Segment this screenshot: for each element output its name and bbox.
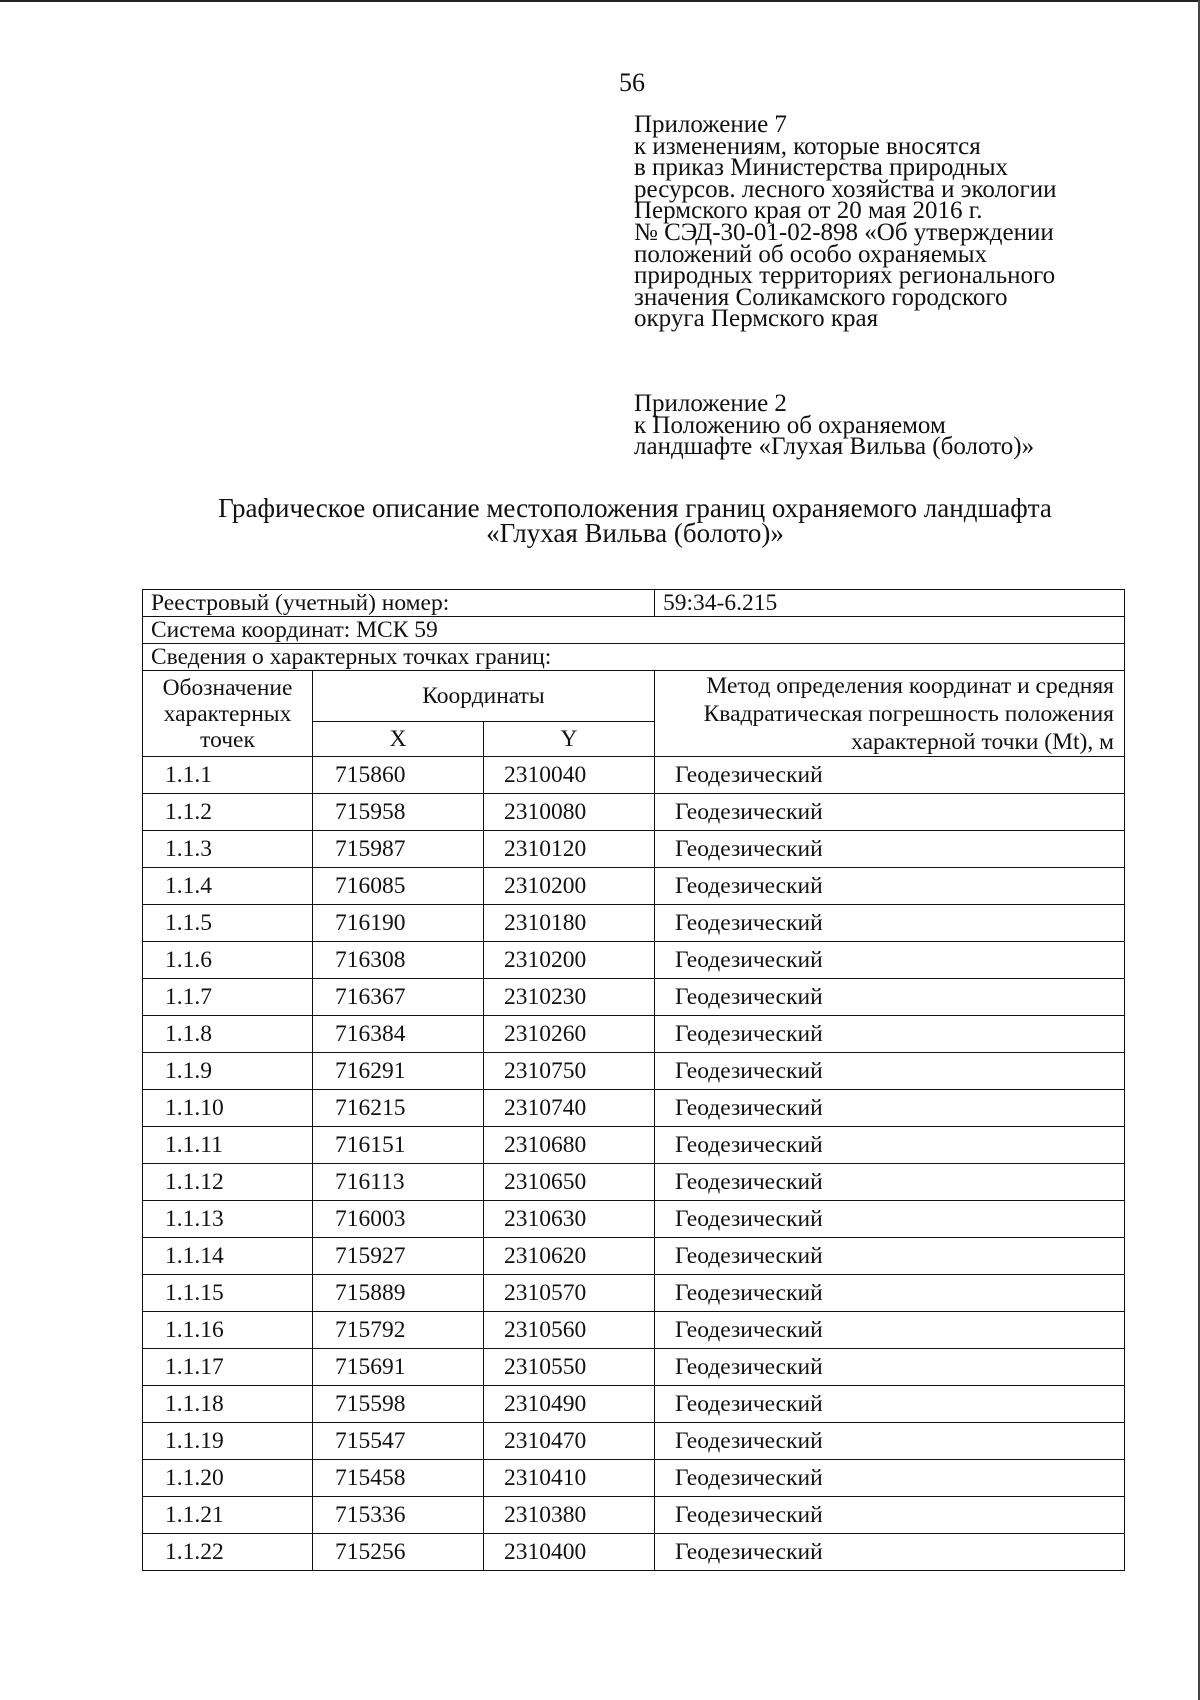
method-cell: Геодезический <box>655 1164 1125 1201</box>
point-id-cell: 1.1.14 <box>143 1238 313 1275</box>
table-row <box>143 1053 1125 1090</box>
table-row <box>143 1497 1125 1534</box>
x-coordinate-cell: 715598 <box>313 1386 484 1423</box>
point-id-cell: 1.1.19 <box>143 1423 313 1460</box>
method-cell: Геодезический <box>655 868 1125 905</box>
header-designation: Обозначение характерных точек <box>143 671 313 757</box>
table-row <box>143 1090 1125 1127</box>
point-id-cell: 1.1.2 <box>143 794 313 831</box>
points-info-row <box>143 644 1125 671</box>
table-row <box>143 1534 1125 1571</box>
method-cell: Геодезический <box>655 1423 1125 1460</box>
registry-row <box>143 590 1125 617</box>
x-coordinate-cell: 715547 <box>313 1423 484 1460</box>
appendix-7-line: ресурсов. лесного хозяйства и экологии <box>634 175 1057 203</box>
x-coordinate-cell: 716215 <box>313 1090 484 1127</box>
point-id-cell: 1.1.6 <box>143 942 313 979</box>
x-coordinate-cell: 715987 <box>313 831 484 868</box>
method-cell: Геодезический <box>655 979 1125 1016</box>
page-number: 56 <box>619 68 645 97</box>
point-id-cell: 1.1.20 <box>143 1460 313 1497</box>
registry-value: 59:34-6.215 <box>655 590 1125 617</box>
y-coordinate-cell: 2310560 <box>484 1312 655 1349</box>
point-id-cell: 1.1.21 <box>143 1497 313 1534</box>
x-coordinate-cell: 715458 <box>313 1460 484 1497</box>
appendix-7-line: № СЭД-30-01-02-898 «Об утверждении <box>634 218 1054 246</box>
y-coordinate-cell: 2310400 <box>484 1534 655 1571</box>
x-coordinate-cell: 715889 <box>313 1275 484 1312</box>
header-method: Метод определения координат и средняя Квадратическая погрешность положения характерной точки (Mt), м <box>655 671 1125 757</box>
method-cell: Геодезический <box>655 1201 1125 1238</box>
x-coordinate-cell: 715691 <box>313 1349 484 1386</box>
appendix-2-line: ландшафте «Глухая Вильва (болото)» <box>634 433 1035 461</box>
table-row <box>143 1016 1125 1053</box>
y-coordinate-cell: 2310630 <box>484 1201 655 1238</box>
y-coordinate-cell: 2310740 <box>484 1090 655 1127</box>
method-cell: Геодезический <box>655 1275 1125 1312</box>
table-row <box>143 1349 1125 1386</box>
y-coordinate-cell: 2310200 <box>484 942 655 979</box>
y-coordinate-cell: 2310080 <box>484 794 655 831</box>
method-cell: Геодезический <box>655 1016 1125 1053</box>
point-id-cell: 1.1.10 <box>143 1090 313 1127</box>
x-coordinate-cell: 716367 <box>313 979 484 1016</box>
x-coordinate-cell: 716384 <box>313 1016 484 1053</box>
header-x: X <box>313 722 484 757</box>
header-y: Y <box>484 722 655 757</box>
table-row <box>143 1423 1125 1460</box>
registry-label: Реестровый (учетный) номер: <box>143 590 655 617</box>
table-row <box>143 1238 1125 1275</box>
point-id-cell: 1.1.5 <box>143 905 313 942</box>
table-row <box>143 868 1125 905</box>
y-coordinate-cell: 2310570 <box>484 1275 655 1312</box>
appendix-7-line: природных территориях регионального <box>634 262 1056 290</box>
method-cell: Геодезический <box>655 1238 1125 1275</box>
x-coordinate-cell: 715792 <box>313 1312 484 1349</box>
method-cell: Геодезический <box>655 1090 1125 1127</box>
point-id-cell: 1.1.9 <box>143 1053 313 1090</box>
point-id-cell: 1.1.13 <box>143 1201 313 1238</box>
appendix-7-line: Приложение 7 <box>634 111 787 138</box>
y-coordinate-cell: 2310230 <box>484 979 655 1016</box>
y-coordinate-cell: 2310200 <box>484 868 655 905</box>
method-cell: Геодезический <box>655 794 1125 831</box>
x-coordinate-cell: 716003 <box>313 1201 484 1238</box>
point-id-cell: 1.1.11 <box>143 1127 313 1164</box>
table-row <box>143 942 1125 979</box>
table-row <box>143 1127 1125 1164</box>
scan-edge-top <box>0 0 1200 2</box>
y-coordinate-cell: 2310040 <box>484 757 655 794</box>
appendix-7-line: в приказ Министерства природных <box>634 154 1009 182</box>
appendix-7-block <box>634 111 1057 333</box>
x-coordinate-cell: 716151 <box>313 1127 484 1164</box>
point-id-cell: 1.1.17 <box>143 1349 313 1386</box>
document-title <box>0 493 1200 548</box>
header-coordinates: Координаты <box>313 671 655 722</box>
document-title-line-2: «Глухая Вильва (болото)» <box>486 518 784 548</box>
appendix-2-line: к Положению об охраняемом <box>634 411 946 439</box>
point-id-cell: 1.1.15 <box>143 1275 313 1312</box>
method-cell: Геодезический <box>655 1534 1125 1571</box>
table-row <box>143 1312 1125 1349</box>
y-coordinate-cell: 2310550 <box>484 1349 655 1386</box>
point-id-cell: 1.1.4 <box>143 868 313 905</box>
point-id-cell: 1.1.16 <box>143 1312 313 1349</box>
coord-system-row <box>143 617 1125 644</box>
method-cell: Геодезический <box>655 1312 1125 1349</box>
document-title-line-1: Графическое описание местоположения границ охраняемого ландшафта <box>218 493 1052 523</box>
y-coordinate-cell: 2310490 <box>484 1386 655 1423</box>
appendix-7-line: округа Пермского края <box>634 305 879 333</box>
points-info: Сведения о характерных точках границ: <box>143 644 1125 671</box>
method-cell: Геодезический <box>655 1349 1125 1386</box>
method-cell: Геодезический <box>655 831 1125 868</box>
point-id-cell: 1.1.8 <box>143 1016 313 1053</box>
x-coordinate-cell: 716113 <box>313 1164 484 1201</box>
x-coordinate-cell: 715958 <box>313 794 484 831</box>
y-coordinate-cell: 2310410 <box>484 1460 655 1497</box>
x-coordinate-cell: 716085 <box>313 868 484 905</box>
y-coordinate-cell: 2310380 <box>484 1497 655 1534</box>
table-row <box>143 831 1125 868</box>
appendix-7-line: значения Соликамского городского <box>634 283 1008 311</box>
method-cell: Геодезический <box>655 942 1125 979</box>
point-id-cell: 1.1.12 <box>143 1164 313 1201</box>
table-row <box>143 1164 1125 1201</box>
table-row <box>143 757 1125 794</box>
method-cell: Геодезический <box>655 905 1125 942</box>
y-coordinate-cell: 2310470 <box>484 1423 655 1460</box>
table-row <box>143 1201 1125 1238</box>
appendix-7-line: к изменениям, которые вносятся <box>634 132 981 160</box>
method-cell: Геодезический <box>655 1053 1125 1090</box>
x-coordinate-cell: 716291 <box>313 1053 484 1090</box>
y-coordinate-cell: 2310120 <box>484 831 655 868</box>
point-id-cell: 1.1.18 <box>143 1386 313 1423</box>
table-row <box>143 1275 1125 1312</box>
appendix-2-line: Приложение 2 <box>634 390 787 417</box>
method-cell: Геодезический <box>655 1460 1125 1497</box>
x-coordinate-cell: 715256 <box>313 1534 484 1571</box>
method-cell: Геодезический <box>655 1497 1125 1534</box>
header-row <box>143 671 1125 722</box>
table-row <box>143 794 1125 831</box>
x-coordinate-cell: 716308 <box>313 942 484 979</box>
boundary-points-table <box>142 589 1125 1571</box>
table-row <box>143 905 1125 942</box>
appendix-2-block <box>634 390 1035 461</box>
point-id-cell: 1.1.22 <box>143 1534 313 1571</box>
table-row <box>143 1460 1125 1497</box>
x-coordinate-cell: 715927 <box>313 1238 484 1275</box>
point-id-cell: 1.1.7 <box>143 979 313 1016</box>
x-coordinate-cell: 716190 <box>313 905 484 942</box>
coord-system: Система координат: МСК 59 <box>143 617 1125 644</box>
y-coordinate-cell: 2310650 <box>484 1164 655 1201</box>
appendix-7-line: Пермского края от 20 мая 2016 г. <box>634 197 983 225</box>
table-row <box>143 1386 1125 1423</box>
method-cell: Геодезический <box>655 1386 1125 1423</box>
appendix-7-line: положений об особо охраняемых <box>634 240 988 268</box>
point-id-cell: 1.1.1 <box>143 757 313 794</box>
method-cell: Геодезический <box>655 757 1125 794</box>
x-coordinate-cell: 715336 <box>313 1497 484 1534</box>
table-row <box>143 979 1125 1016</box>
x-coordinate-cell: 715860 <box>313 757 484 794</box>
point-id-cell: 1.1.3 <box>143 831 313 868</box>
y-coordinate-cell: 2310620 <box>484 1238 655 1275</box>
y-coordinate-cell: 2310180 <box>484 905 655 942</box>
method-cell: Геодезический <box>655 1127 1125 1164</box>
y-coordinate-cell: 2310260 <box>484 1016 655 1053</box>
y-coordinate-cell: 2310680 <box>484 1127 655 1164</box>
y-coordinate-cell: 2310750 <box>484 1053 655 1090</box>
